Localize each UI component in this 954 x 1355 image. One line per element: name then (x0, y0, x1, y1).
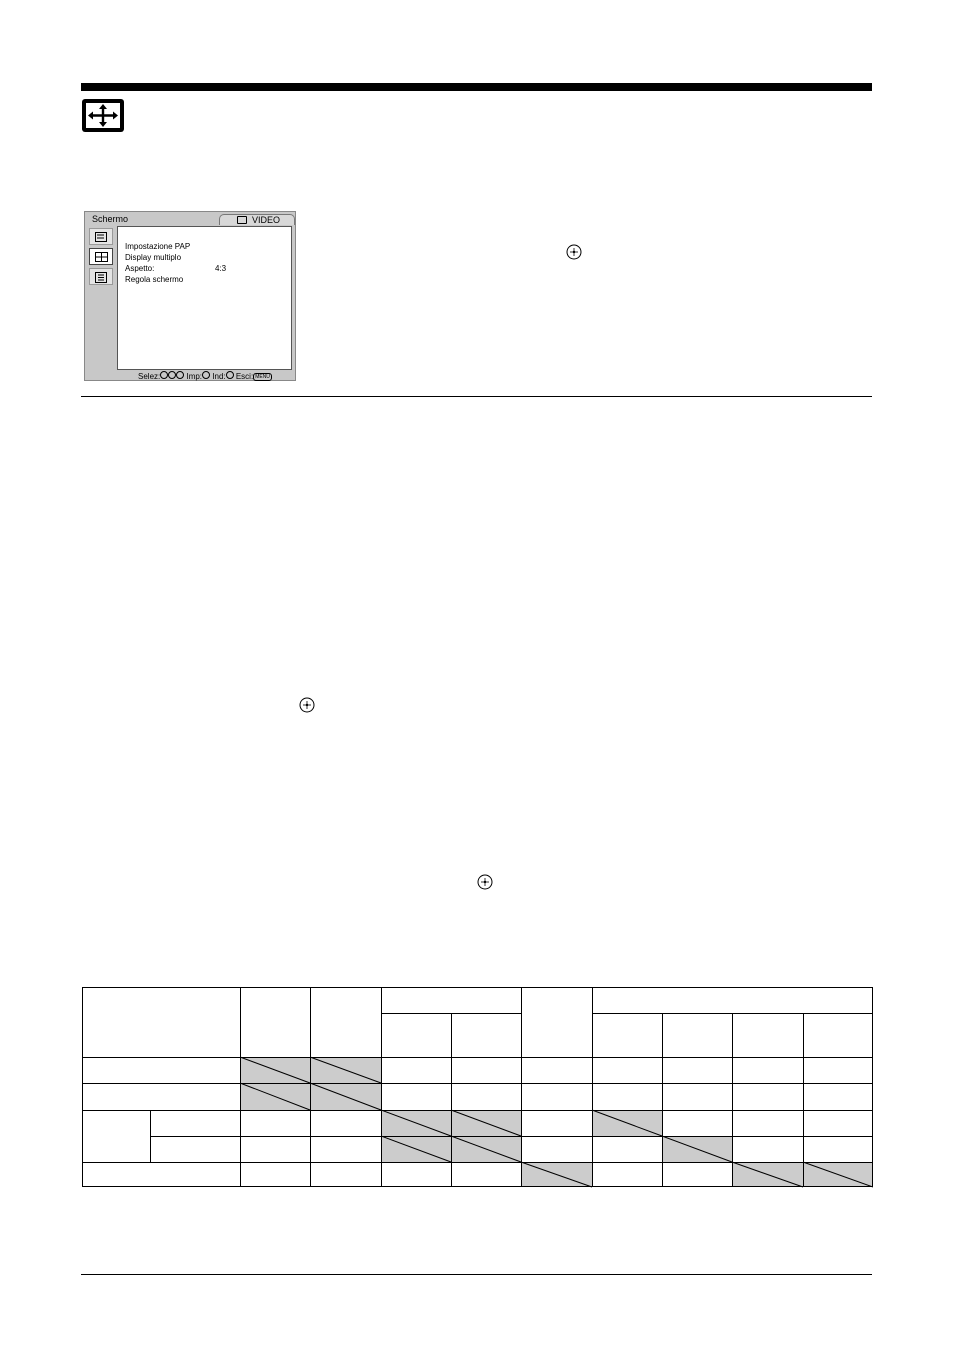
osd-menu-screenshot (84, 211, 296, 381)
osd-source-label: VIDEO (252, 215, 281, 225)
osd-menu-item: Display multiplo (125, 253, 182, 262)
enter-joystick-icon (299, 697, 315, 713)
osd-menu-item: Impostazione PAP (125, 242, 191, 251)
screen-menu-icon (89, 248, 113, 265)
enter-joystick-icon (477, 874, 493, 890)
enter-icon (202, 371, 210, 379)
osd-menu-panel (117, 226, 292, 370)
move-arrows-icon (82, 99, 124, 132)
osd-source-tab (219, 214, 295, 225)
up-arrow-icon (160, 371, 168, 379)
compatibility-table (82, 987, 873, 1188)
osd-menu-title: Schermo (92, 214, 129, 224)
osd-footer-exit: Esci: (235, 372, 254, 381)
footer-rule (81, 1274, 872, 1275)
down-arrow-icon (168, 371, 176, 379)
osd-footer-set: Imp: (186, 372, 203, 381)
osd-menu-footer (138, 371, 272, 381)
menu-key-icon: MENU (255, 374, 270, 380)
setup-menu-icon (89, 268, 113, 285)
section-divider (81, 396, 872, 397)
enter-joystick-icon (566, 244, 582, 260)
left-arrow-icon (226, 371, 234, 379)
osd-menu-value: 4:3 (215, 264, 227, 273)
osd-menu-item: Aspetto: (125, 264, 155, 273)
osd-footer-select: Selez: (138, 372, 161, 381)
top-rule (81, 83, 872, 91)
osd-footer-back: Ind: (212, 372, 226, 381)
input-icon (237, 216, 247, 224)
osd-menu-item: Regola schermo (125, 275, 184, 284)
right-arrow-icon (176, 371, 184, 379)
picture-menu-icon (89, 228, 113, 245)
